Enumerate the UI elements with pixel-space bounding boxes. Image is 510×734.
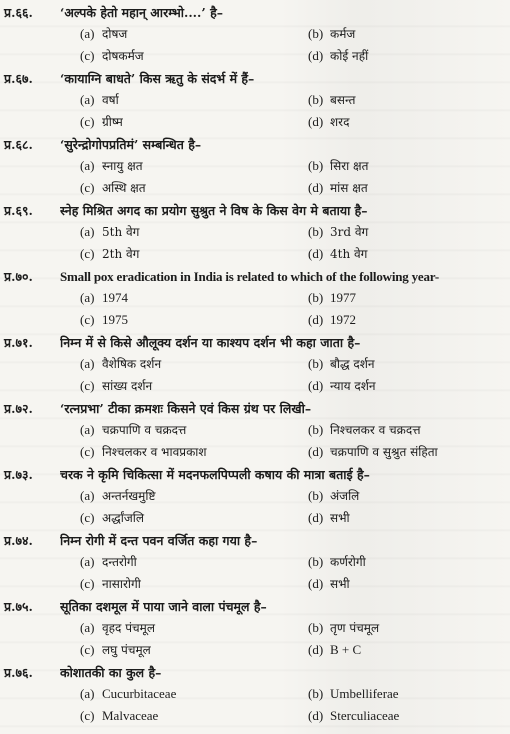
option-text-b: बौद्ध दर्शन [330, 357, 375, 371]
option-b [308, 157, 369, 175]
option-b [308, 487, 359, 505]
option-label-d: (d) [308, 444, 324, 459]
question-number: प्र.७२. [4, 401, 33, 416]
question-number: प्र.७५. [4, 599, 33, 614]
option-c [80, 707, 158, 725]
option-d [308, 113, 349, 131]
option-label-a: (a) [80, 488, 95, 503]
question-74 [0, 532, 510, 598]
option-label-c: (c) [80, 708, 95, 723]
option-c [80, 311, 128, 329]
option-c [80, 377, 152, 395]
option-a [80, 289, 128, 307]
question-number: प्र.७१. [4, 335, 33, 350]
option-label-b: (b) [308, 92, 324, 107]
option-a [80, 619, 155, 637]
option-text-b: Umbelliferae [330, 686, 399, 701]
option-a [80, 157, 143, 175]
option-text-a: दन्तरोगी [102, 555, 137, 569]
option-text-d: सभी [330, 511, 350, 525]
option-label-a: (a) [80, 422, 95, 437]
option-label-c: (c) [80, 378, 95, 393]
option-label-a: (a) [80, 158, 95, 173]
option-b [308, 553, 366, 571]
option-label-c: (c) [80, 114, 95, 129]
option-c [80, 443, 207, 461]
option-label-d: (d) [308, 642, 324, 657]
option-text-b: 1977 [330, 290, 356, 305]
option-label-a: (a) [80, 554, 95, 569]
option-c [80, 113, 123, 131]
option-text-c: अस्थि क्षत [102, 181, 146, 195]
option-text-a: 5th वेग [102, 225, 140, 239]
option-a [80, 91, 119, 109]
option-label-b: (b) [308, 554, 324, 569]
option-label-d: (d) [308, 114, 324, 129]
option-label-b: (b) [308, 422, 324, 437]
option-text-d: सभी [330, 577, 350, 591]
question-68 [0, 136, 510, 202]
option-text-b: निश्चलकर व चक्रदत्त [330, 423, 421, 437]
question-71 [0, 334, 510, 400]
option-c [80, 245, 139, 263]
option-a [80, 25, 127, 43]
question-73 [0, 466, 510, 532]
option-c [80, 641, 151, 659]
option-label-b: (b) [308, 620, 324, 635]
option-a [80, 685, 176, 703]
question-text: ‘अल्पके हेतो महान् आरम्भो....’ है– [60, 5, 223, 20]
question-number: प्र.७६. [4, 665, 33, 680]
option-label-b: (b) [308, 224, 324, 239]
option-label-b: (b) [308, 26, 324, 41]
option-label-d: (d) [308, 312, 324, 327]
option-text-a: दोषज [102, 27, 128, 41]
option-text-d: 4th वेग [330, 247, 368, 261]
option-text-d: शरद [330, 115, 350, 129]
option-label-c: (c) [80, 48, 95, 63]
option-text-d: चक्रपाणि व सुश्रुत संहिता [330, 445, 438, 459]
option-d [308, 707, 399, 725]
option-c [80, 47, 144, 65]
question-text: चरक ने कृमि चिकित्सा में मदनफलपिप्पली कषाय की मात्रा बताई है– [60, 467, 370, 482]
question-text: सूतिका दशमूल में पाया जाने वाला पंचमूल है– [60, 599, 267, 614]
option-text-c: निश्चलकर व भावप्रकाश [102, 445, 207, 459]
question-number: प्र.७३. [4, 467, 33, 482]
question-69 [0, 202, 510, 268]
option-d [308, 377, 376, 395]
option-d [308, 311, 356, 329]
question-number: प्र.६७. [4, 71, 33, 86]
option-text-d: कोई नहीं [330, 49, 369, 63]
question-66 [0, 4, 510, 70]
option-text-b: 3rd वेग [330, 225, 369, 239]
option-text-d: 1972 [330, 312, 356, 327]
option-d [308, 509, 350, 527]
option-label-d: (d) [308, 576, 324, 591]
option-label-d: (d) [308, 48, 324, 63]
option-text-a: स्नायु क्षत [102, 159, 143, 173]
option-b [308, 355, 375, 373]
option-label-d: (d) [308, 708, 324, 723]
option-label-b: (b) [308, 686, 324, 701]
option-c [80, 575, 141, 593]
option-label-b: (b) [308, 356, 324, 371]
option-label-a: (a) [80, 290, 95, 305]
option-b [308, 25, 355, 43]
option-label-d: (d) [308, 246, 324, 261]
question-text: स्नेह मिश्रित अगद का प्रयोग सुश्रुत ने विष के किस वेग मे बताया है– [60, 203, 368, 218]
question-number: प्र.६६. [4, 5, 33, 20]
option-text-c: अर्द्धांजलि [102, 511, 145, 525]
option-d [308, 245, 367, 263]
option-a [80, 421, 186, 439]
question-text: Small pox eradication in India is related to which of the following year- [60, 269, 440, 284]
option-b [308, 223, 368, 241]
option-d [308, 179, 368, 197]
option-text-c: Malvaceae [102, 708, 159, 723]
option-label-c: (c) [80, 312, 95, 327]
option-text-a: वर्षा [102, 93, 119, 107]
option-text-d: Sterculiaceae [330, 708, 400, 723]
option-label-c: (c) [80, 444, 95, 459]
option-a [80, 553, 137, 571]
option-text-d: न्याय दर्शन [330, 379, 376, 393]
question-number: प्र.७०. [4, 269, 33, 284]
option-text-b: तृण पंचमूल [330, 621, 380, 635]
option-text-b: कर्मज [330, 27, 356, 41]
question-text: ‘सुरेन्द्रोगोपप्रतिमं’ सम्बन्धित है– [60, 137, 202, 152]
question-70 [0, 268, 510, 334]
option-text-a: वृहद पंचमूल [102, 621, 155, 635]
option-d [308, 641, 361, 659]
option-b [308, 91, 356, 109]
option-text-c: 1975 [102, 312, 128, 327]
question-text: कोशातकी का कुल है– [60, 665, 162, 680]
option-a [80, 223, 139, 241]
option-text-c: 2th वेग [102, 247, 140, 261]
option-label-d: (d) [308, 510, 324, 525]
option-a [80, 487, 155, 505]
question-text: निम्न रोगी में दन्त पवन वर्जित कहा गया है– [60, 533, 258, 548]
option-text-c: सांख्य दर्शन [102, 379, 153, 393]
option-text-d: B + C [330, 642, 362, 657]
option-text-c: नासारोगी [102, 577, 141, 591]
question-text: ‘रत्नप्रभा’ टीका क्रमशः किसने एवं किस ग्रंथ पर लिखी– [60, 401, 312, 416]
option-label-a: (a) [80, 92, 95, 107]
option-label-c: (c) [80, 510, 95, 525]
option-a [80, 355, 161, 373]
option-text-c: दोषकर्मज [102, 49, 144, 63]
option-text-a: चक्रपाणि व चक्रदत्त [102, 423, 187, 437]
option-text-b: कर्णरोगी [330, 555, 366, 569]
option-b [308, 289, 356, 307]
option-label-d: (d) [308, 378, 324, 393]
option-text-a: Cucurbitaceae [102, 686, 177, 701]
option-d [308, 47, 368, 65]
option-text-b: बसन्त [330, 93, 356, 107]
option-label-a: (a) [80, 356, 95, 371]
option-b [308, 421, 421, 439]
option-label-c: (c) [80, 642, 95, 657]
option-label-c: (c) [80, 180, 95, 195]
option-text-a: अन्तर्नखमुष्टि [102, 489, 156, 503]
question-text: निम्न में से किसे औलूक्य दर्शन या काश्यप दर्शन भी कहा जाता है– [60, 335, 361, 350]
option-label-b: (b) [308, 290, 324, 305]
option-d [308, 443, 438, 461]
question-76 [0, 664, 510, 730]
option-c [80, 179, 146, 197]
option-text-b: सिरा क्षत [330, 159, 369, 173]
option-label-c: (c) [80, 246, 95, 261]
option-d [308, 575, 350, 593]
option-b [308, 619, 379, 637]
option-text-a: वैशेषिक दर्शन [102, 357, 162, 371]
option-label-a: (a) [80, 224, 95, 239]
option-label-b: (b) [308, 158, 324, 173]
option-text-b: अंजलि [330, 489, 360, 503]
option-c [80, 509, 144, 527]
question-number: प्र.७४. [4, 533, 33, 548]
option-label-a: (a) [80, 620, 95, 635]
question-75 [0, 598, 510, 664]
question-72 [0, 400, 510, 466]
question-number: प्र.६९. [4, 203, 33, 218]
option-label-a: (a) [80, 26, 95, 41]
question-text: ‘कायाग्नि बाधते’ किस ऋतु के संदर्भ में हैं– [60, 71, 255, 86]
option-label-a: (a) [80, 686, 95, 701]
option-label-c: (c) [80, 576, 95, 591]
option-b [308, 685, 399, 703]
question-67 [0, 70, 510, 136]
question-number: प्र.६८. [4, 137, 33, 152]
option-label-b: (b) [308, 488, 324, 503]
option-text-c: ग्रीष्म [102, 115, 123, 129]
option-text-d: मांस क्षत [330, 181, 368, 195]
option-text-c: लघु पंचमूल [102, 643, 151, 657]
option-text-a: 1974 [102, 290, 128, 305]
option-label-d: (d) [308, 180, 324, 195]
